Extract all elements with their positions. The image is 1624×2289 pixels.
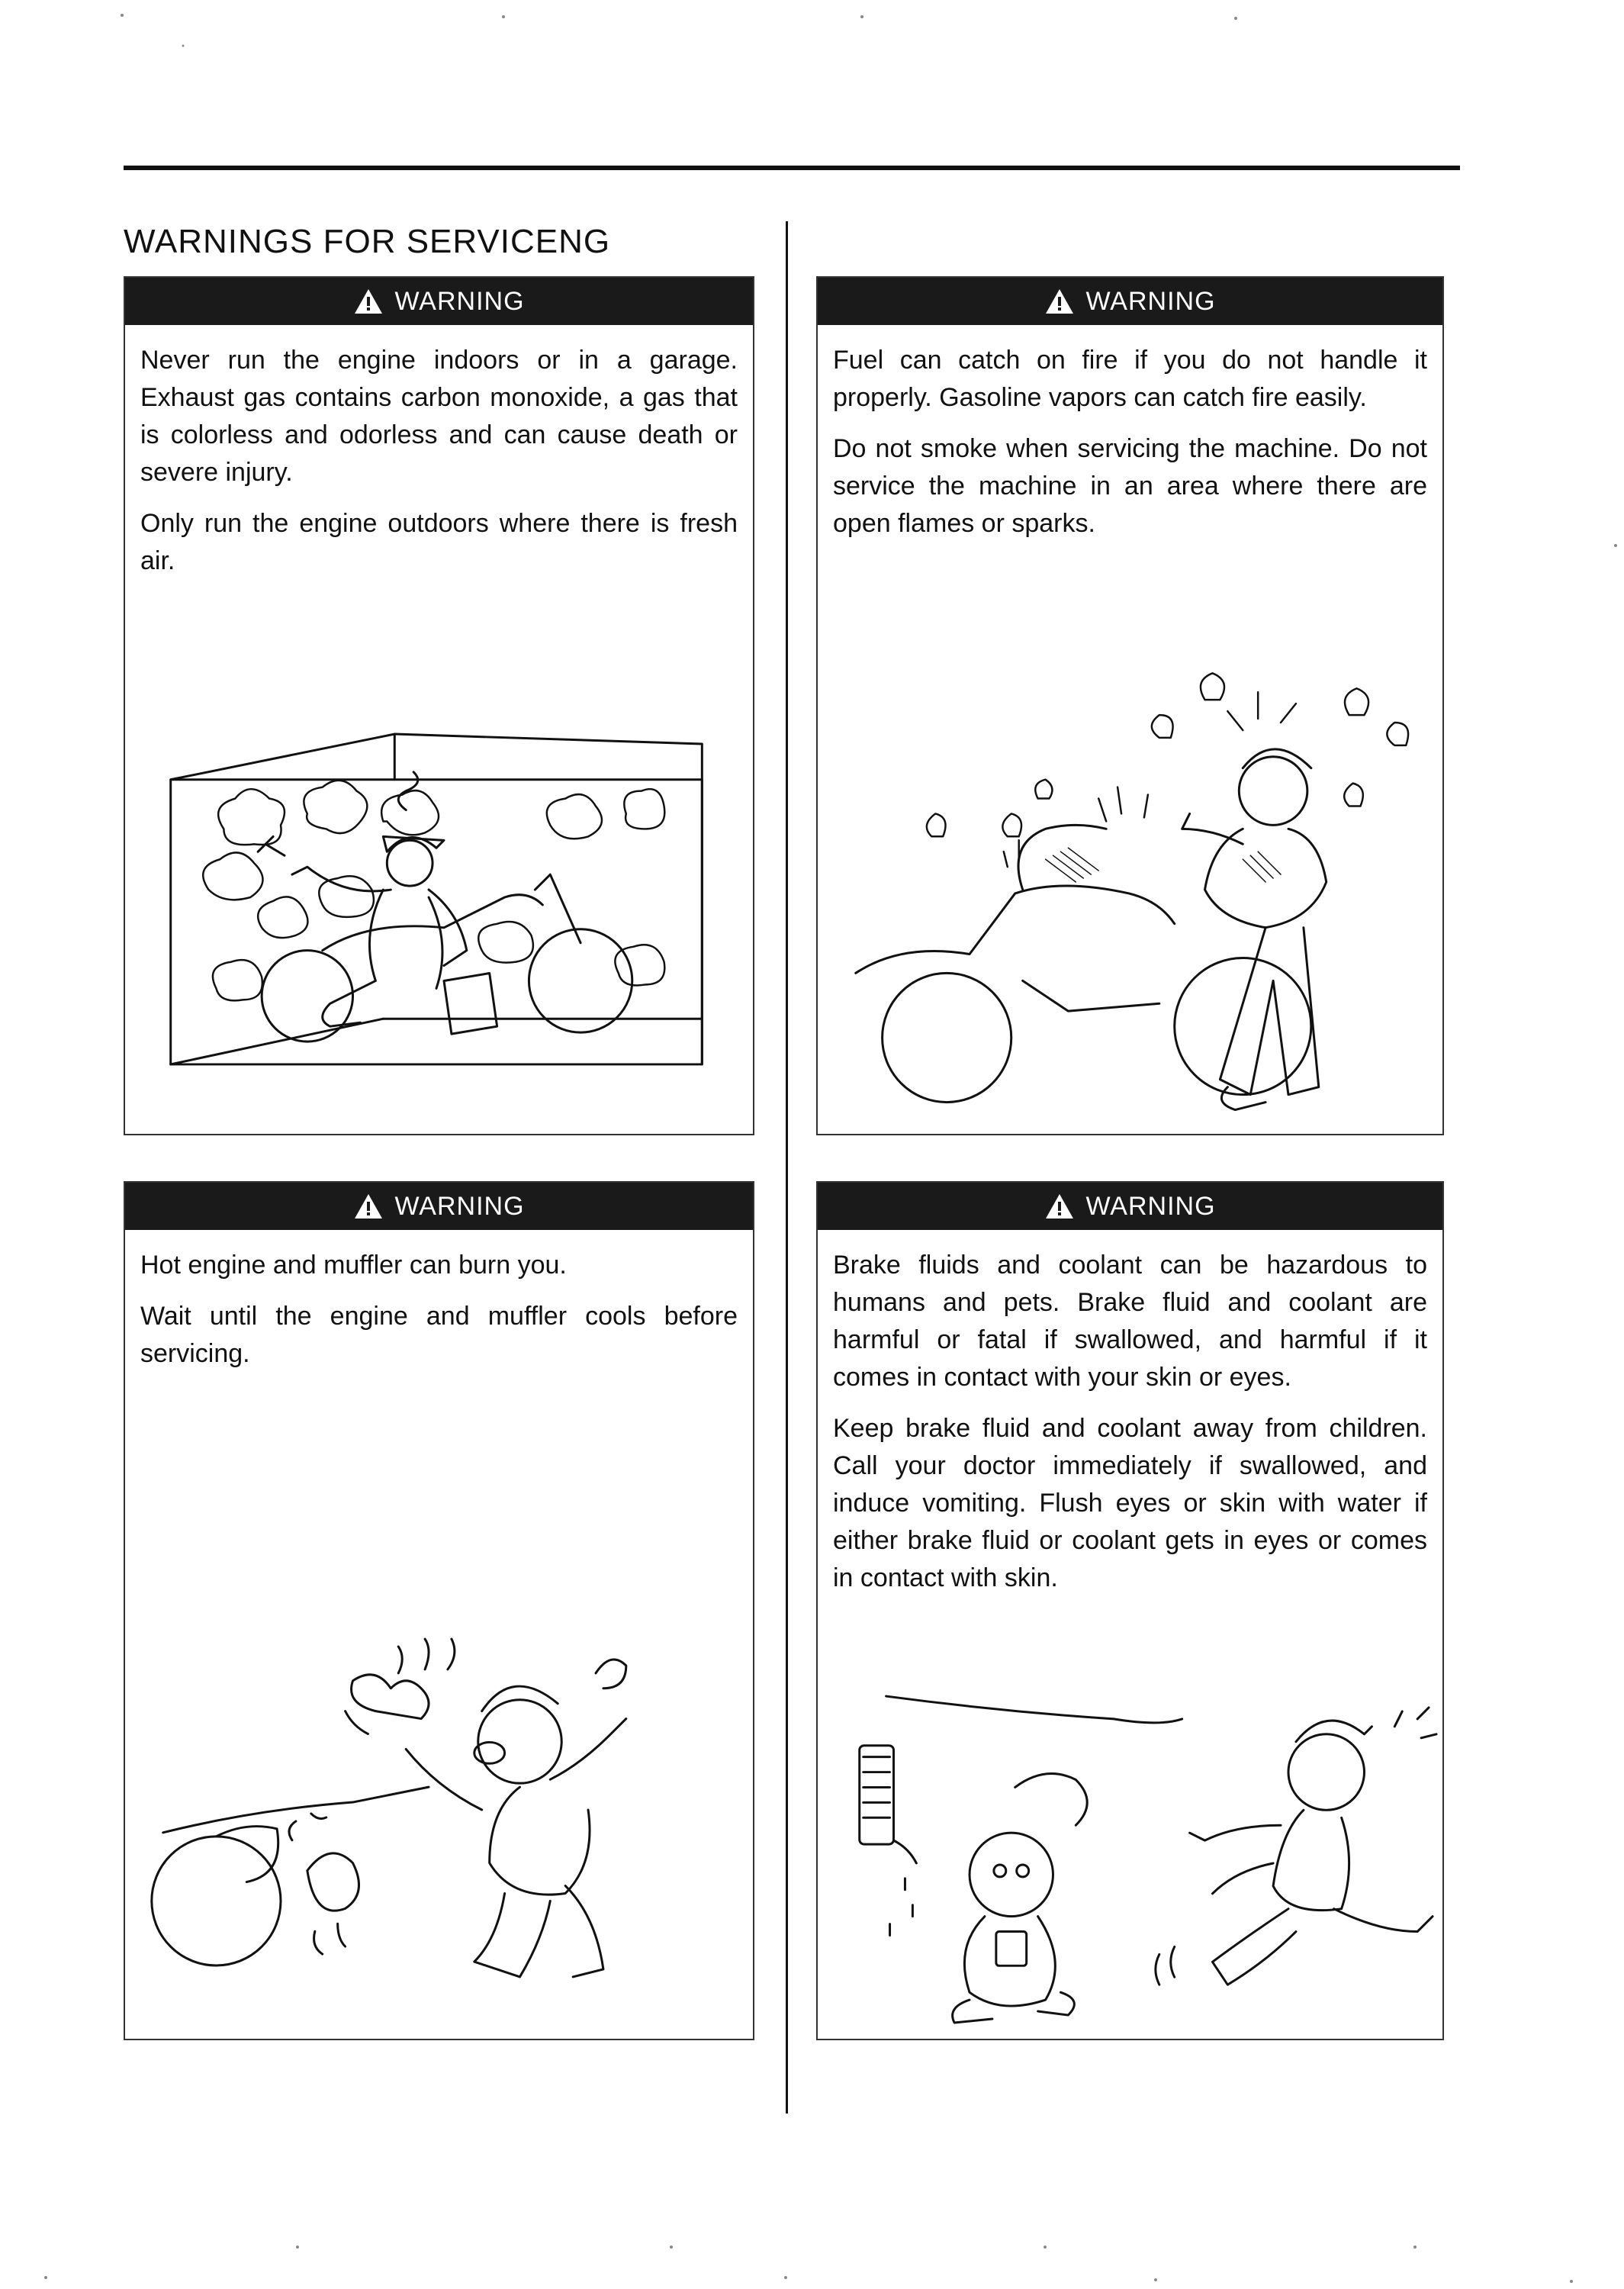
warning-triangle-icon (1044, 288, 1075, 315)
warning-header (818, 1183, 1442, 1230)
warning-paragraph: Keep brake fluid and coolant away from children. Call your doctor immediately if swallowed, and induce vomiting. Flush eyes or skin with water if either brake fluid or coolant gets in eyes or comes in contact with skin. (833, 1414, 1427, 1592)
fuel-fire-illustration (818, 630, 1442, 1134)
warning-paragraph: Brake fluids and coolant can be hazardous to humans and pets. Brake fluid and coolant are harmful or fatal if swallowed, and harmful if it comes in contact with your skin or eyes. (833, 1251, 1427, 1392)
warning-paragraph: Only run the engine outdoors where there is fresh air. (140, 509, 738, 575)
warning-body (125, 325, 753, 580)
warning-panel-exhaust (124, 276, 754, 1135)
warning-header-label: WARNING (394, 1191, 525, 1221)
warning-paragraph: Do not smoke when servicing the machine. Do not service the machine in an area where there are open flames or sparks. (833, 434, 1427, 538)
warning-header (125, 278, 753, 325)
warning-body (125, 1230, 753, 1373)
warning-paragraph: Never run the engine indoors or in a garage. Exhaust gas contains carbon monoxide, a gas that is colorless and odorless and can cause death or severe injury. (140, 346, 738, 487)
warning-header-label: WARNING (394, 286, 525, 316)
warning-panel-hot-engine (124, 1181, 754, 2040)
warning-triangle-icon (353, 1193, 384, 1220)
warning-header (125, 1183, 753, 1230)
warning-paragraph: Hot engine and muffler can burn you. (140, 1251, 567, 1280)
warning-paragraph: Fuel can catch on fire if you do not handle it properly. Gasoline vapors can catch fire easily. (833, 346, 1427, 412)
page-title: WARNINGS FOR SERVICENG (124, 223, 611, 260)
hot-engine-illustration (125, 1581, 753, 2039)
warning-header-label: WARNING (1085, 286, 1216, 316)
warning-body (818, 1230, 1442, 1597)
warning-triangle-icon (1044, 1193, 1075, 1220)
warning-panel-fuel (816, 276, 1444, 1135)
warning-header (818, 278, 1442, 325)
garage-exhaust-illustration (125, 661, 753, 1134)
brake-fluid-illustration (818, 1680, 1442, 2039)
warning-body (818, 325, 1442, 542)
top-rule (124, 166, 1460, 170)
warning-header-label: WARNING (1085, 1191, 1216, 1221)
warning-panel-brake-fluid (816, 1181, 1444, 2040)
warning-paragraph: Wait until the engine and muffler cools before servicing. (140, 1302, 738, 1368)
center-divider (786, 221, 788, 2114)
warning-triangle-icon (353, 288, 384, 315)
